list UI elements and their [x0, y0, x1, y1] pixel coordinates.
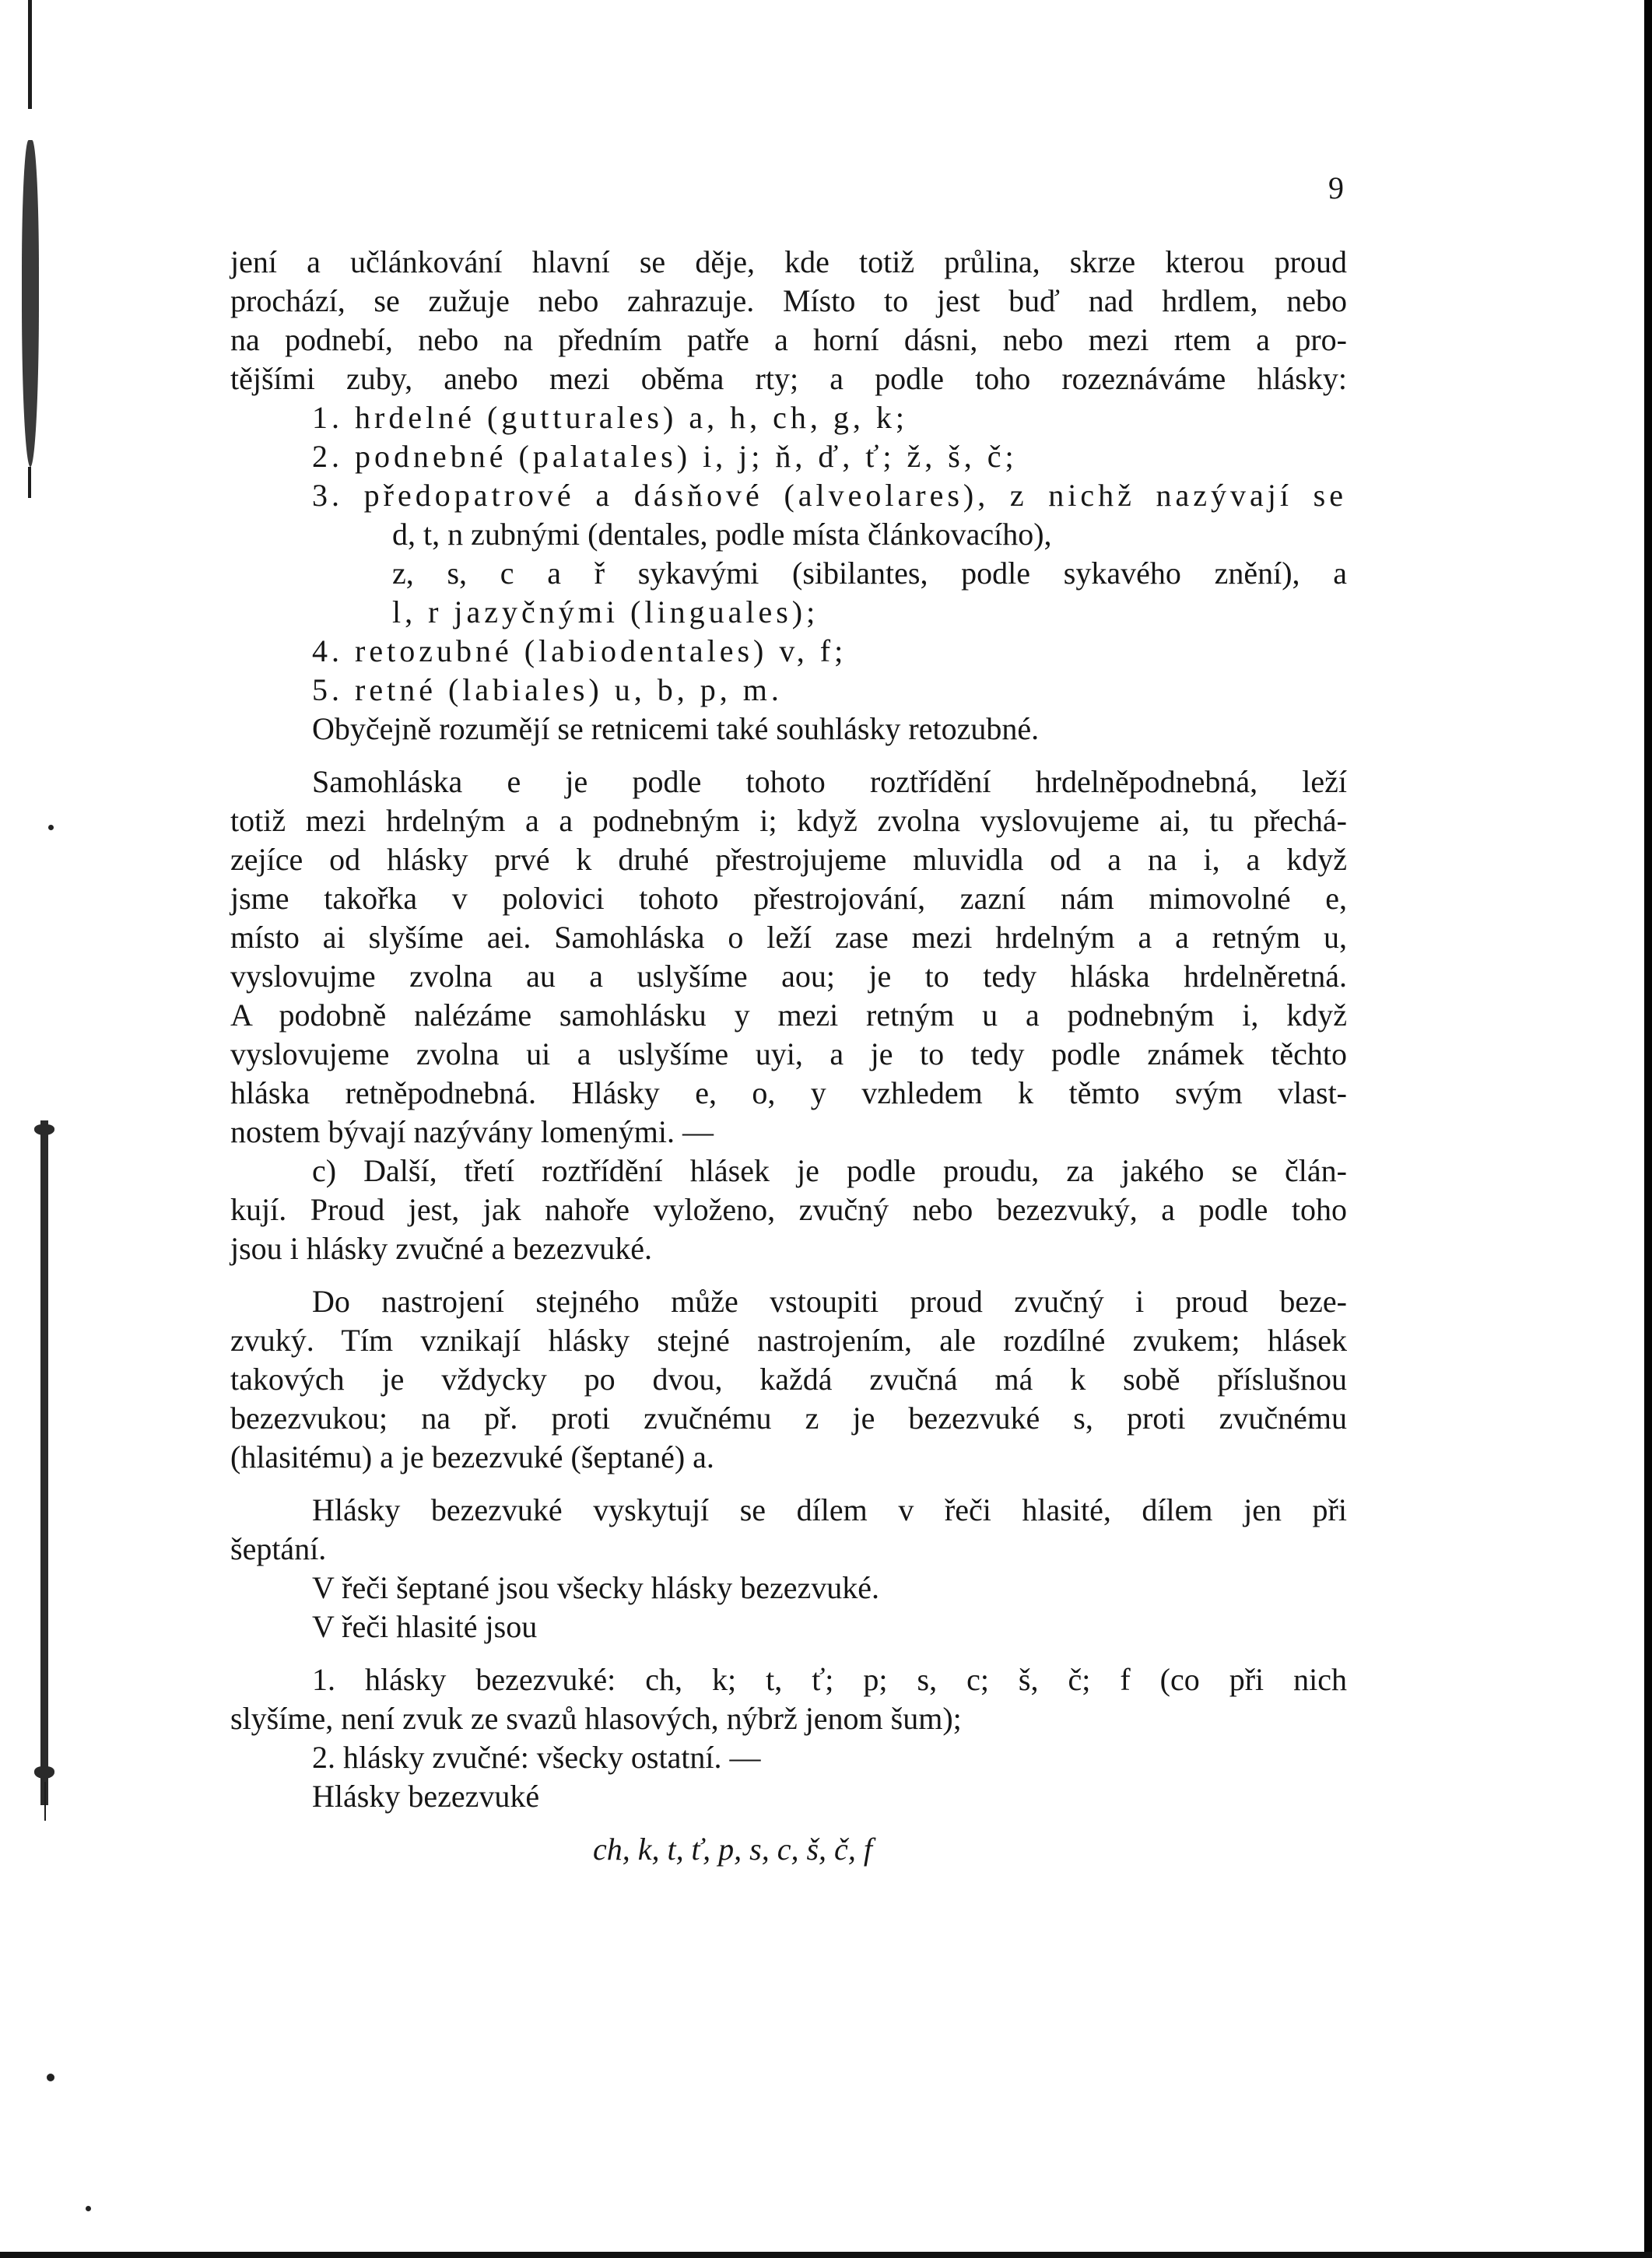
list-item: 4. retozubné (labiodentales) v, f; — [312, 633, 847, 668]
margin-speck — [47, 2074, 54, 2081]
margin-speck — [48, 825, 54, 830]
text-line: zejíce od hlásky prvé k druhé přestrojujeme mluvidla od a na i, a když — [230, 842, 1347, 877]
text-line: jsme takořka v polovici tohoto přestrojování, zazní nám mimovolné e, — [230, 881, 1347, 916]
list-item: 2. podnebné (palatales) i, j; ň, ď, ť; ž, š, č; — [312, 439, 1018, 474]
margin-speck — [86, 2206, 91, 2211]
paragraph-start: Hlásky bezezvuké vyskytují se dílem v řeči hlasité, dílem jen při — [312, 1492, 1347, 1527]
text-line: Obyčejně rozumějí se retnicemi také souhlásky retozubné. — [312, 711, 1040, 746]
text-line: nostem bývají nazývány lomenými. — — [230, 1114, 714, 1149]
page-edge-bottom — [0, 2252, 1652, 2258]
text-line: Hlásky bezezvuké — [312, 1779, 540, 1814]
text-line: prochází, se zužuje nebo zahrazuje. Místo to jest buď nad hrdlem, nebo — [230, 283, 1347, 318]
text-line: kují. Proud jest, jak nahoře vyloženo, zvučný nebo bezezvuký, a podle toho — [230, 1192, 1347, 1227]
text-line: (hlasitému) a je bezezvuké (šeptané) a. — [230, 1439, 714, 1474]
paragraph-start: Samohláska e je podle tohoto roztřídění hrdelněpodnebná, leží — [312, 764, 1347, 799]
page-body — [230, 243, 1347, 1869]
binding-cap-bottom-top — [34, 1124, 54, 1135]
text-line: zvuký. Tím vznikají hlásky stejné nastrojením, ale rozdílné zvukem; hlásek — [230, 1323, 1347, 1358]
text-line: jsou i hlásky zvučné a bezezvuké. — [230, 1231, 653, 1266]
list-subitem: z, s, c a ř sykavými (sibilantes, podle sykavého znění), a — [392, 556, 1347, 591]
text-line: místo ai slyšíme aei. Samohláska o leží zase mezi hrdelným a a retným u, — [230, 920, 1347, 955]
text-line: na podnebí, nebo na předním patře a horní dásni, nebo mezi rtem a pro- — [230, 322, 1347, 357]
text-line: takových je vždycky po dvou, každá zvučná má k sobě příslušnou — [230, 1362, 1347, 1397]
binding-knot-top — [22, 140, 39, 467]
page-number: 9 — [1328, 170, 1344, 205]
text-line: tějšími zuby, anebo mezi oběma rty; a podle toho rozeznáváme hlásky: — [230, 361, 1347, 396]
binding-thread-top — [28, 0, 32, 109]
list-subitem: d, t, n zubnými (dentales, podle místa článkovacího), — [392, 517, 1052, 552]
text-line: vyslovujme zvolna au a uslyšíme aou; je to tedy hláska hrdelněretná. — [230, 959, 1347, 994]
list-item: 1. hlásky bezezvuké: ch, k; t, ť; p; s, c; š, č; f (co při nich — [312, 1662, 1347, 1697]
text-line: šeptání. — [230, 1531, 327, 1566]
paragraph-start: Do nastrojení stejného může vstoupiti proud zvučný i proud beze- — [312, 1284, 1347, 1319]
text-line: slyšíme, není zvuk ze svazů hlasových, nýbrž jenom šum); — [230, 1701, 962, 1736]
page-edge-right — [1644, 0, 1652, 2258]
list-item: 2. hlásky zvučné: všecky ostatní. — — [312, 1740, 761, 1775]
list-item: 5. retné (labiales) u, b, p, m. — [312, 672, 783, 707]
binding-rule-bottom — [40, 1120, 48, 1805]
text-line: V řeči šeptané jsou všecky hlásky bezezvuké. — [312, 1570, 880, 1605]
text-line: vyslovujeme zvolna ui a uslyšíme uyi, a je to tedy podle známek těchto — [230, 1036, 1347, 1071]
list-subitem: l, r jazyčnými (linguales); — [392, 594, 819, 629]
text-line: A podobně nalézáme samohlásku y mezi retným u a podnebným i, když — [230, 998, 1347, 1033]
text-line: hláska retněpodnebná. Hlásky e, o, y vzhledem k těmto svým vlast- — [230, 1075, 1347, 1110]
text-line: V řeči hlasité jsou — [312, 1609, 538, 1644]
binding-thread-bottom — [44, 1782, 46, 1821]
paragraph-start: c) Další, třetí roztřídění hlásek je podle proudu, za jakého se člán- — [312, 1153, 1347, 1188]
text-line: jení a učlánkování hlavní se děje, kde totiž průlina, skrze kterou proud — [230, 244, 1347, 279]
binding-thread-top-lower — [28, 467, 31, 498]
text-line: bezezvukou; na př. proti zvučnému z je bezezvuké s, proti zvučnému — [230, 1401, 1347, 1436]
list-item: 3. předopatrové a dásňové (alveolares), z nichž nazývají se — [312, 478, 1347, 513]
text-line: totiž mezi hrdelným a a podnebným i; když zvolna vyslovujeme ai, tu přechá- — [230, 803, 1347, 838]
binding-cap-bottom-end — [34, 1766, 54, 1779]
consonant-list: ch, k, t, ť, p, s, c, š, č, f — [593, 1832, 872, 1867]
list-item: 1. hrdelné (gutturales) a, h, ch, g, k; — [312, 400, 908, 435]
